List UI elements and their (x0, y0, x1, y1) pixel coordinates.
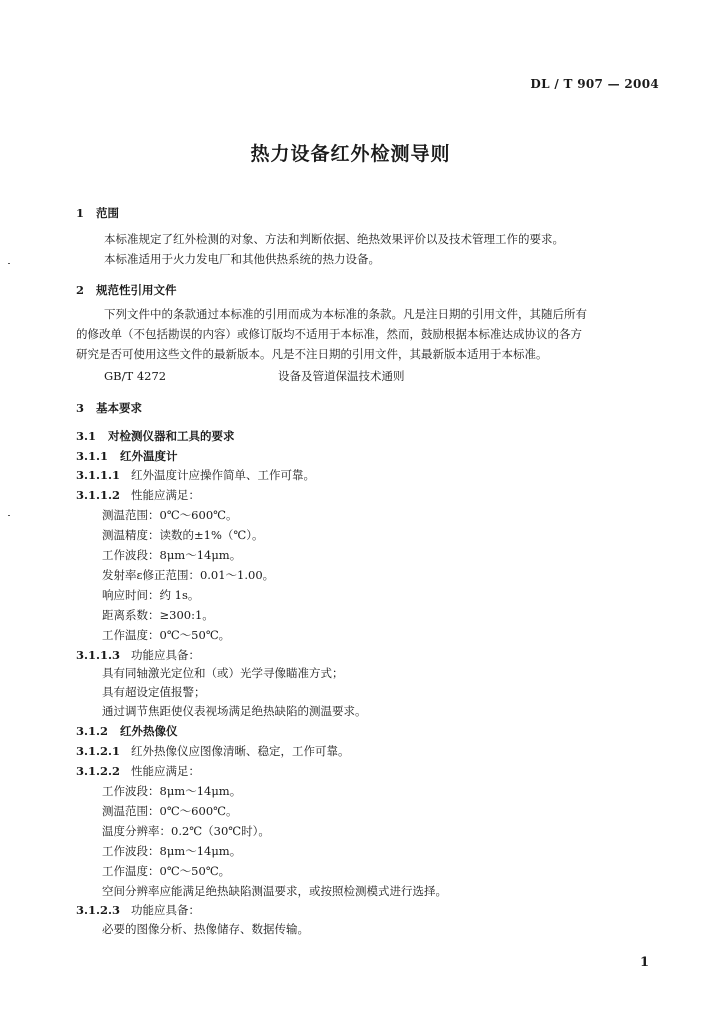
subsection-number: 3.1.1 (76, 449, 109, 463)
paragraph: 本标准规定了红外检测的对象、方法和判断依据、绝热效果评价以及技术管理工作的要求。 (104, 232, 564, 246)
clause-number: 3.1.1.3 (76, 648, 121, 662)
list-item: 距离系数：≥300:1。 (102, 608, 214, 622)
section-number: 2 (76, 283, 85, 297)
clause-number: 3.1.2.1 (76, 744, 121, 758)
standard-code: DL / T 907 — 2004 (530, 77, 659, 91)
clause-text: 功能应具备： (131, 648, 200, 662)
section-2-heading (76, 283, 177, 297)
clause-text: 性能应满足： (131, 488, 200, 502)
page-number: 1 (639, 955, 649, 970)
list-item: 发射率ε修正范围：0.01～1.00。 (102, 568, 275, 582)
clause-number: 3.1.1.1 (76, 468, 121, 482)
list-item: 测温范围：0℃～600℃。 (102, 804, 238, 818)
subsection-title: 红外热像仪 (120, 724, 178, 738)
section-title: 基本要求 (96, 401, 143, 415)
section-number: 1 (76, 206, 85, 220)
list-item: 工作波段：8μm～14μm。 (102, 784, 242, 798)
paragraph: 的修改单（不包括勘误的内容）或修订版均不适用于本标准，然而，鼓励根据本标准达成协议的各方 (76, 327, 582, 341)
list-item: 必要的图像分析、热像储存、数据传输。 (102, 922, 309, 936)
subsection-title: 对检测仪器和工具的要求 (108, 429, 235, 443)
subsection-number: 3.1 (76, 429, 97, 443)
clause-text: 性能应满足： (131, 764, 200, 778)
clause-text: 红外热像仪应图像清晰、稳定，工作可靠。 (131, 744, 350, 758)
section-3-heading (76, 401, 142, 415)
clause-number: 3.1.2.3 (76, 903, 121, 917)
subsection-heading (76, 449, 178, 463)
clause (76, 648, 200, 662)
section-title: 规范性引用文件 (96, 283, 177, 297)
list-item: 具有超设定值报警； (102, 685, 206, 699)
paragraph: 下列文件中的条款通过本标准的引用而成为本标准的条款。凡是注日期的引用文件，其随后所有 (104, 307, 587, 321)
clause-number: 3.1.2.2 (76, 764, 121, 778)
clause (76, 744, 350, 758)
subsection-heading (76, 724, 178, 738)
clause (76, 903, 200, 917)
reference-code: GB/T 4272 (104, 369, 167, 383)
clause (76, 488, 200, 502)
scan-artifact (8, 515, 10, 516)
list-item: 通过调节焦距使仪表视场满足绝热缺陷的测温要求。 (102, 704, 367, 718)
reference-title: 设备及管道保温技术通则 (278, 369, 405, 383)
clause (76, 764, 200, 778)
section-number: 3 (76, 401, 85, 415)
clause-number: 3.1.1.2 (76, 488, 121, 502)
subsection-title: 红外温度计 (120, 449, 178, 463)
clause-text: 功能应具备： (131, 903, 200, 917)
clause-text: 红外温度计应操作简单、工作可靠。 (131, 468, 315, 482)
list-item: 工作波段：8μm～14μm。 (102, 844, 242, 858)
list-item: 工作温度：0℃～50℃。 (102, 628, 231, 642)
section-title: 范围 (96, 206, 120, 220)
list-item: 响应时间：约 1s。 (102, 588, 200, 602)
scan-artifact (8, 263, 10, 264)
list-item: 具有同轴激光定位和（或）光学寻像瞄准方式； (102, 666, 344, 680)
subsection-heading (76, 429, 235, 443)
list-item: 温度分辨率：0.2℃（30℃时）。 (102, 824, 270, 838)
clause (76, 468, 315, 482)
list-item: 测温精度：读数的±1%（℃）。 (102, 528, 264, 542)
section-1-heading (76, 206, 119, 220)
paragraph: 本标准适用于火力发电厂和其他供热系统的热力设备。 (104, 252, 380, 266)
list-item: 工作温度：0℃～50℃。 (102, 864, 231, 878)
list-item: 测温范围：0℃～600℃。 (102, 508, 238, 522)
paragraph: 研究是否可使用这些文件的最新版本。凡是不注日期的引用文件，其最新版本适用于本标准。 (76, 347, 548, 361)
subsection-number: 3.1.2 (76, 724, 109, 738)
page-title: 热力设备红外检测导则 (250, 143, 451, 165)
list-item: 空间分辨率应能满足绝热缺陷测温要求，或按照检测模式进行选择。 (102, 884, 447, 898)
list-item: 工作波段：8μm～14μm。 (102, 548, 242, 562)
